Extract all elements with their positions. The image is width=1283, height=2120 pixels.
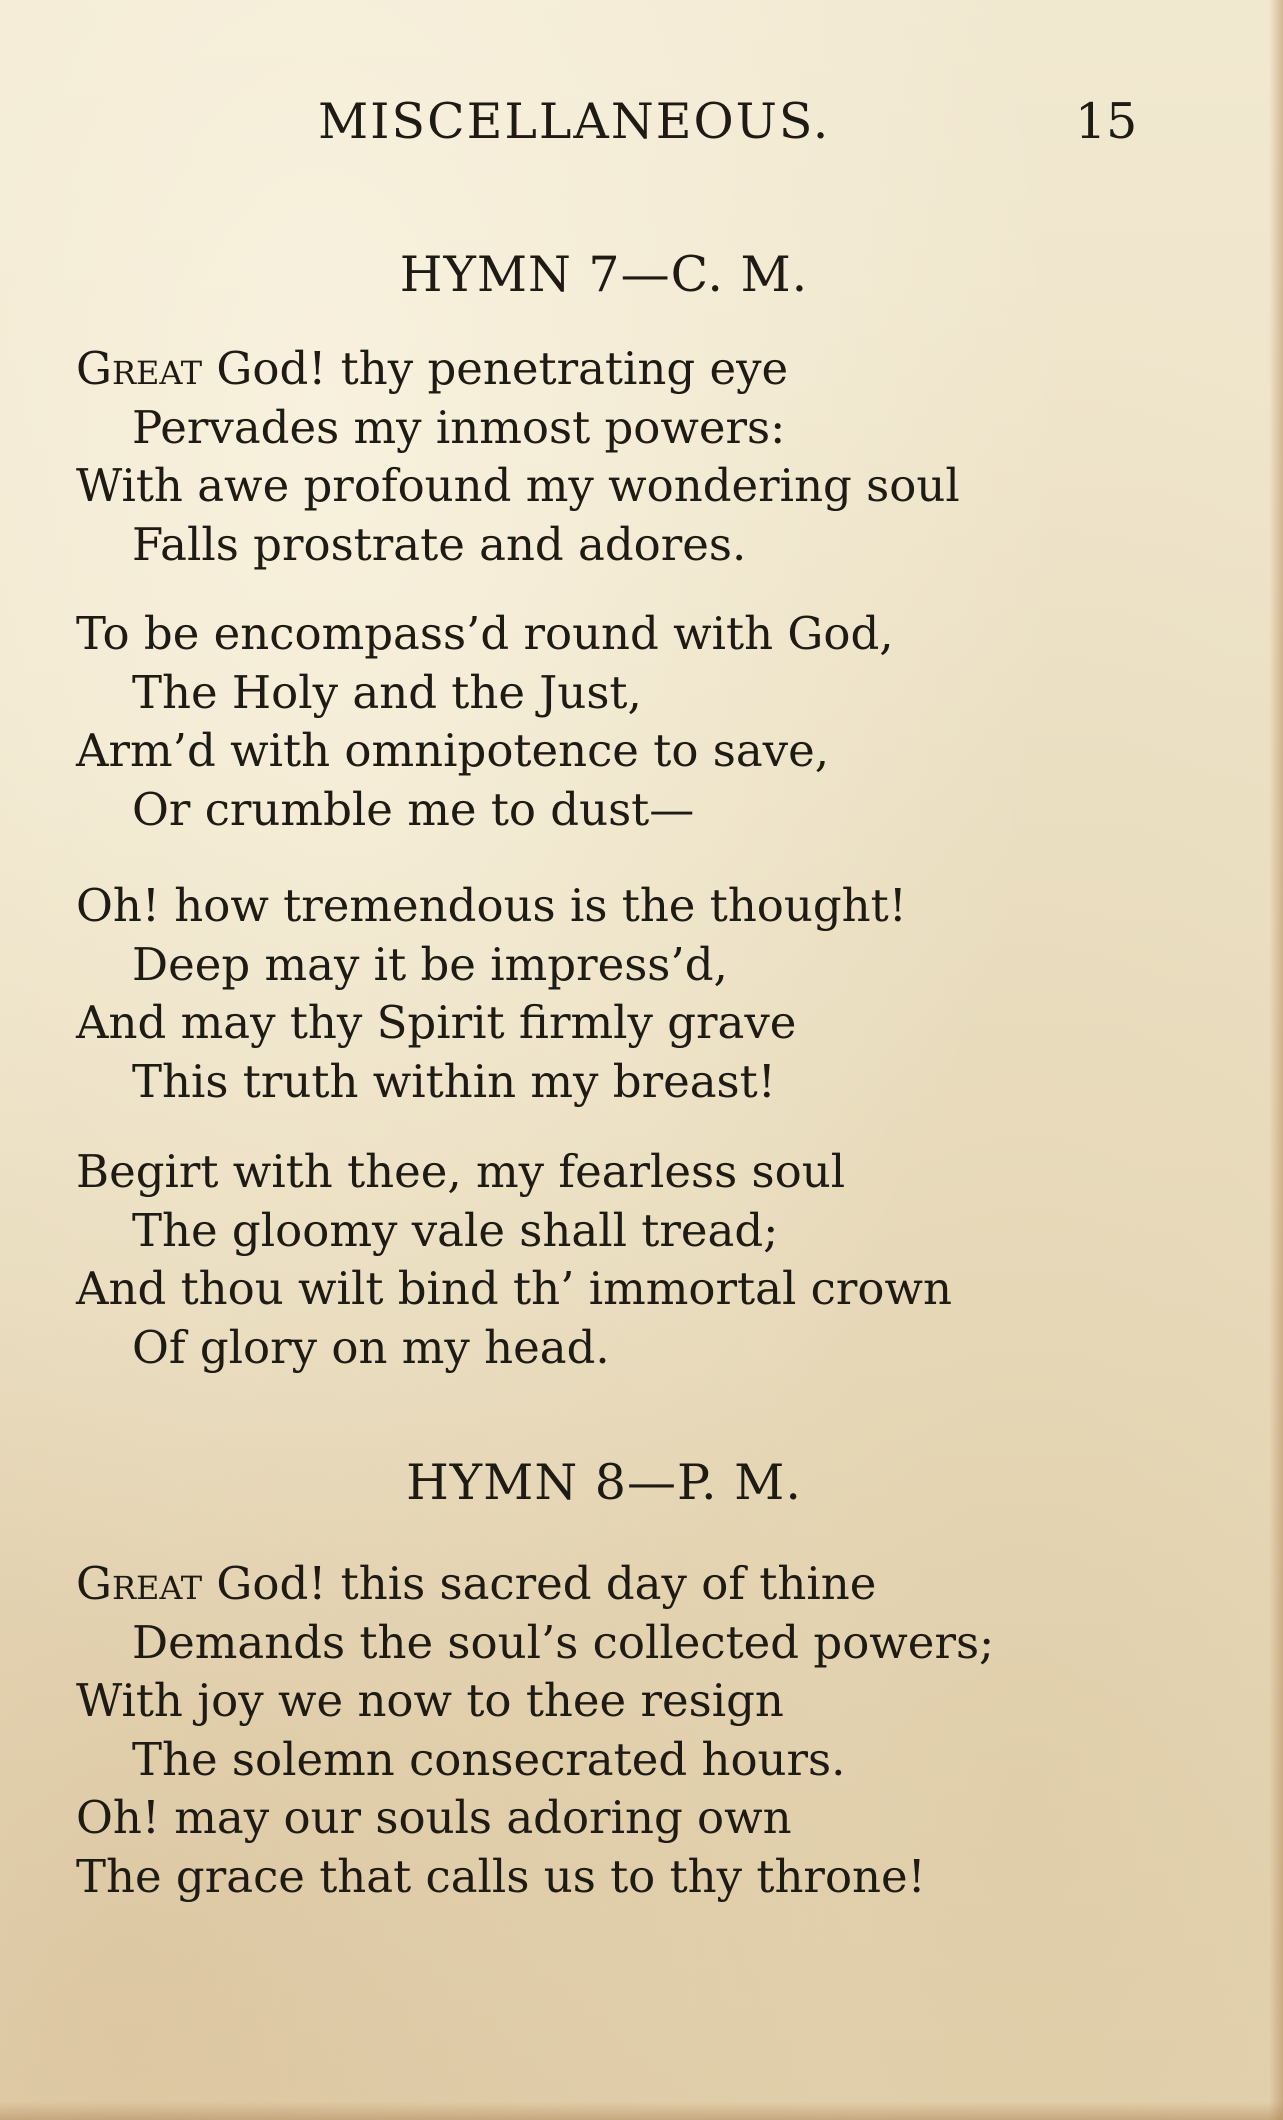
verse-initial-word: Great: [76, 342, 203, 395]
verse-initial-word: Great: [76, 1557, 203, 1610]
verse-line: And thou wilt bind th’ immortal crown: [76, 1262, 952, 1315]
verse-line: With awe profound my wondering soul: [76, 459, 960, 512]
verse-line: Arm’d with omnipotence to save,: [76, 724, 830, 777]
hymn-7-stanza-1: [76, 340, 960, 574]
hymn-7-title: HYMN 7—C. M.: [399, 246, 809, 303]
verse-line: To be encompass’d round with God,: [76, 607, 894, 660]
verse-line: And may thy Spirit firmly grave: [76, 996, 797, 1049]
verse-line: [76, 1555, 994, 1614]
page-edge-shading-right: [1269, 0, 1283, 2120]
verse-line-text: God! this sacred day of thine: [202, 1557, 877, 1610]
verse-line: This truth within my breast!: [132, 1054, 776, 1108]
verse-line: Deep may it be impress’d,: [132, 937, 728, 991]
verse-line: Or crumble me to dust—: [132, 782, 695, 836]
verse-line: The gloomy vale shall tread;: [132, 1203, 779, 1257]
verse-line: Pervades my inmost powers:: [132, 400, 786, 454]
hymn-7-stanza-4: [76, 1143, 952, 1377]
verse-line: Begirt with thee, my fearless soul: [76, 1145, 846, 1198]
hymn-8-title: HYMN 8—P. M.: [406, 1454, 802, 1511]
verse-line: Oh! how tremendous is the thought!: [76, 879, 907, 932]
hymn-7-stanza-3: [76, 877, 907, 1111]
verse-line: The grace that calls us to thy throne!: [76, 1849, 926, 1903]
verse-line: Demands the soul’s collected powers;: [132, 1615, 995, 1669]
verse-line: Of glory on my head.: [132, 1320, 610, 1374]
verse-line: The Holy and the Just,: [132, 665, 642, 719]
page-edge-shading-bottom: [0, 2102, 1283, 2120]
hymn-8-stanza-1: [76, 1555, 994, 1906]
running-header-title: MISCELLANEOUS.: [318, 93, 831, 150]
verse-line: With joy we now to thee resign: [76, 1674, 784, 1727]
page-number: 15: [1075, 93, 1138, 150]
verse-line: Oh! may our souls adoring own: [76, 1791, 792, 1844]
verse-line: [76, 340, 960, 399]
verse-line: Falls prostrate and adores.: [132, 517, 747, 571]
hymn-7-stanza-2: [76, 605, 894, 839]
verse-line-text: God! thy penetrating eye: [202, 342, 789, 395]
verse-line: The solemn consecrated hours.: [132, 1732, 846, 1786]
